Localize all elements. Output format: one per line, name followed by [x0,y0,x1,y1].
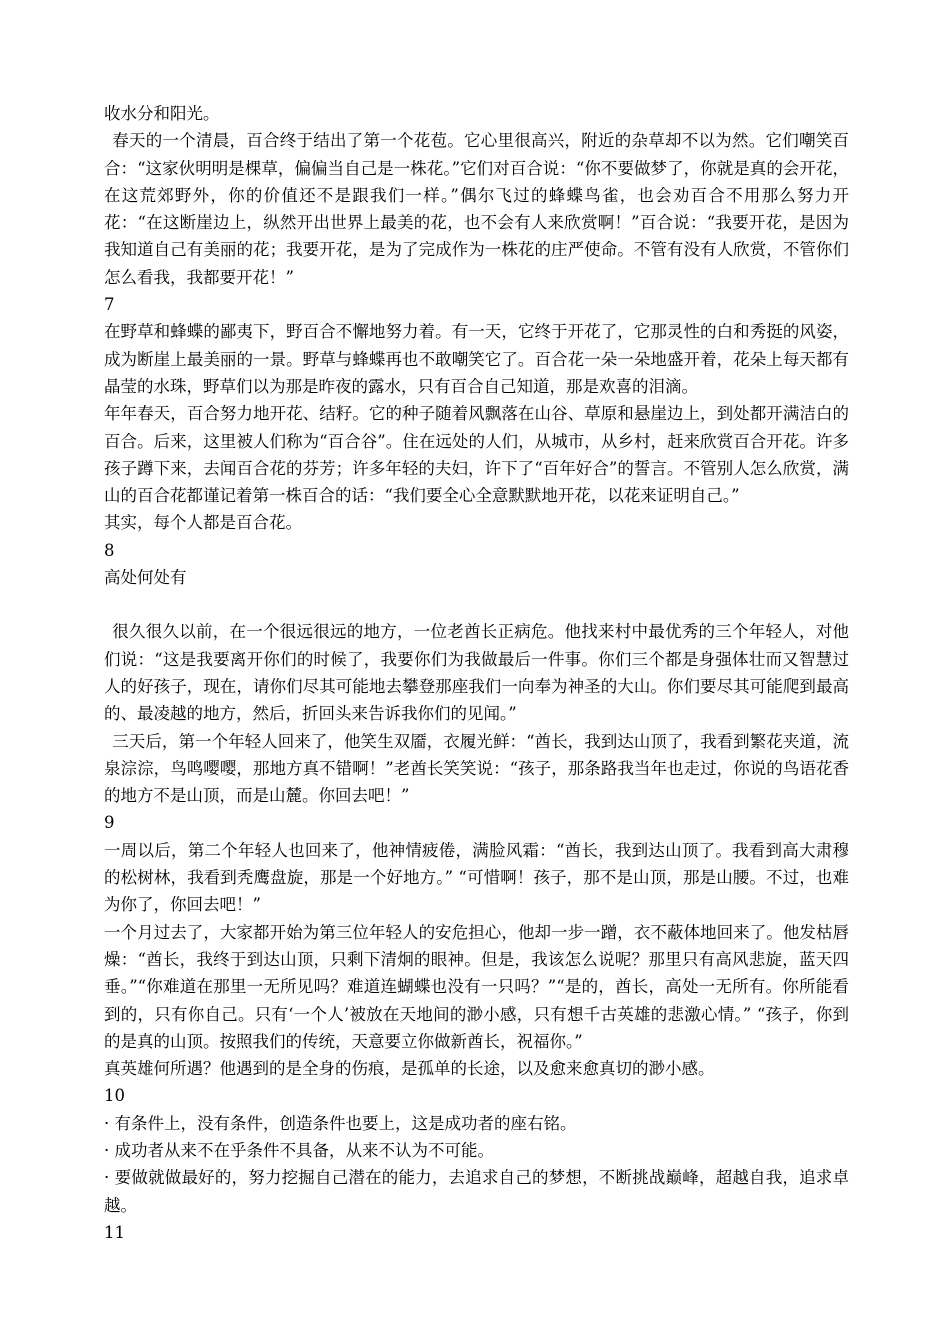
bullet-item-3: · 要做就做最好的，努力挖掘自己潜在的能力，去追求自己的梦想，不断挑战巅峰，超越自我，追求卓越。 [104,1168,849,1215]
paragraph-lily-bud: 春天的一个清晨，百合终于结出了第一个花苞。它心里很高兴，附近的杂草却不以为然。它们嘲笑百合：“这家伙明明是棵草，偏偏当自己是一株花。”它们对百合说：“你不要做梦了，你就是真的会开花，在这荒郊野外，你的价值还不是跟我们一样。”偶尔飞过的蜂蝶鸟雀，也会劝百合不用那么努力开花：“在这断崖边上，纵然开出世界上最美的花，也不会有人来欣赏啊！”百合说：“我要开花，是因为我知道自己有美丽的花；我要开花，是为了完成作为一株花的庄严使命。不管有没有人欣赏，不管你们怎么看我，我都要开花！” [104,131,849,287]
paragraph-first-youth: 三天后，第一个年轻人回来了，他笑生双靥，衣履光鲜：“酋长，我到达山顶了，我看到繁花夹道，流泉淙淙，鸟鸣嘤嘤，那地方真不错啊！”老酋长笑笑说：“孩子，那条路我当年也走过，你说的鸟语花香的地方不是山顶，而是山麓。你回去吧！” [104,731,849,806]
paragraph-lily-conclusion: 其实，每个人都是百合花。 [104,513,302,533]
bullet-item-2: · 成功者从来不在乎条件不具备，从来不认为不可能。 [104,1140,494,1160]
story-title: 高处何处有 [104,568,187,588]
bullet-item-1: · 有条件上，没有条件，创造条件也要上，这是成功者的座右铭。 [104,1113,577,1133]
section-number-11: 11 [104,1222,125,1242]
paragraph-continuation: 收水分和阳光。 [104,104,220,123]
section-number-10: 10 [104,1086,125,1106]
section-number-7: 7 [104,295,115,315]
section-number-9: 9 [104,813,115,833]
paragraph-lily-valley: 年年春天，百合努力地开花、结籽。它的种子随着风飘落在山谷、草原和悬崖边上，到处都开满洁白的百合。后来，这里被人们称为“百合谷”。住在远处的人们，从城市，从乡村，赶来欣赏百合开花。许多孩子蹲下来，去闻百合花的芬芳；许多年轻的夫妇，许下了“百年好合”的誓言。不管别人怎么欣赏，满山的百合花都谨记着第一株百合的话：“我们要全心全意默默地开花，以花来证明自己。” [104,404,849,506]
paragraph-lily-blooms: 在野草和蜂蝶的鄙夷下，野百合不懈地努力着。有一天，它终于开花了，它那灵性的白和秀挺的风姿，成为断崖上最美丽的一景。野草与蜂蝶再也不敢嘲笑它了。百合花一朵一朵地盛开着，花朵上每天都有晶莹的水珠，野草们以为那是昨夜的露水，只有百合自己知道，那是欢喜的泪滴。 [104,322,849,396]
paragraph-true-hero: 真英雄何所遇？他遇到的是全身的伤痕，是孤单的长途，以及愈来愈真切的渺小感。 [104,1059,715,1079]
paragraph-second-youth: 一周以后，第二个年轻人也回来了，他神情疲倦，满脸风霜：“酋长，我到达山顶了。我看到高大肃穆的松树林，我看到秃鹰盘旋，那是一个好地方。” “可惜啊！孩子，那不是山顶，那是山腰。不过，也难为你了，你回去吧！” [104,840,849,915]
paragraph-chief-request: 很久很久以前，在一个很远很远的地方，一位老酋长正病危。他找来村中最优秀的三个年轻人，对他们说：“这是我要离开你们的时候了，我要你们为我做最后一件事。你们三个都是身强体壮而又智慧过人的好孩子，现在，请你们尽其可能地去攀登那座我们一向奉为神圣的大山。你们要尽其可能爬到最高的、最凌越的地方，然后，折回头来告诉我你们的见闻。” [104,622,849,724]
paragraph-third-youth: 一个月过去了，大家都开始为第三位年轻人的安危担心，他却一步一蹭，衣不蔽体地回来了。他发枯唇燥：“酋长，我终于到达山顶，只剩下清炯的眼神。但是，我该怎么说呢？那里只有高风悲旋，蓝天四垂。”“你难道在那里一无所见吗？难道连蝴蝶也没有一只吗？”“是的，酋长，高处一无所有。你所能看到的，只有你自己。只有‘一个人’被放在天地间的渺小感，只有想千古英雄的悲激心情。” “孩子，你到的是真的山顶。按照我们的传统，天意要立你做新酋长，祝福你。” [104,922,849,1051]
blank-line [104,591,849,618]
document-page [104,100,849,1246]
section-number-8: 8 [104,540,115,560]
